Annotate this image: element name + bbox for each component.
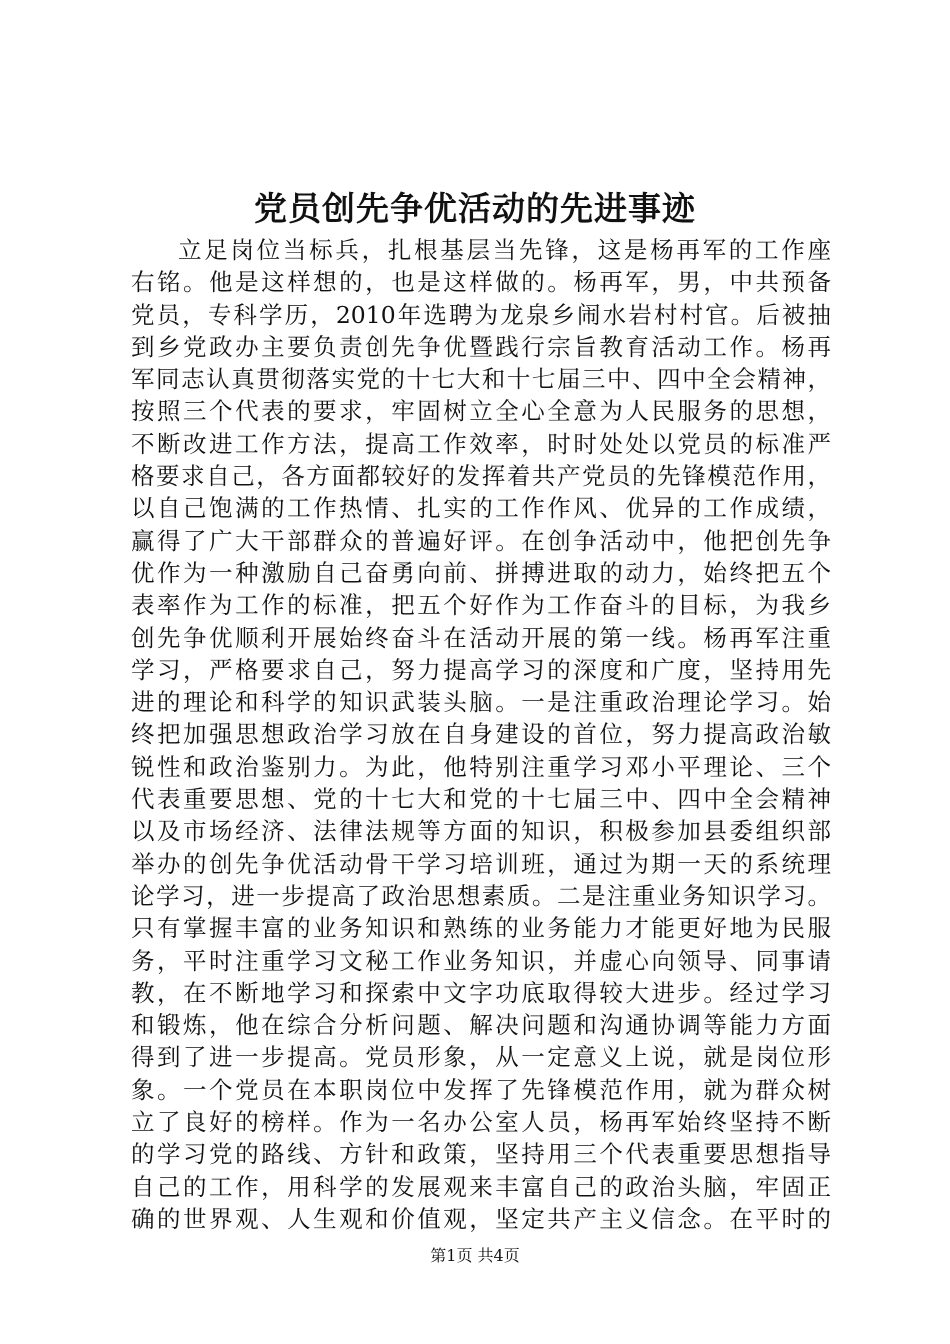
body-line: 创先争优顺利开展始终奋斗在活动开展的第一线。杨再军注重	[131, 623, 831, 652]
body-line: 举办的创先争优活动骨干学习培训班，通过为期一天的系统理	[131, 849, 831, 878]
page-footer: 第1页 共4页	[430, 1246, 520, 1265]
body-line: 自己的工作，用科学的发展观来丰富自己的政治头脑，牢固正	[131, 1172, 831, 1201]
body-line: 务，平时注重学习文秘工作业务知识，并虚心向领导、同事请	[131, 946, 831, 975]
body-line: 得到了进一步提高。党员形象，从一定意义上说，就是岗位形	[131, 1043, 831, 1072]
body-line: 代表重要思想、党的十七大和党的十七届三中、四中全会精神	[131, 785, 831, 814]
body-line: 按照三个代表的要求，牢固树立全心全意为人民服务的思想，	[131, 397, 831, 426]
body-line: 赢得了广大干部群众的普遍好评。在创争活动中，他把创先争	[131, 526, 831, 555]
body-line: 立足岗位当标兵，扎根基层当先锋，这是杨再军的工作座	[178, 236, 831, 264]
body-line: 右铭。他是这样想的，也是这样做的。杨再军，男，中共预备	[131, 268, 831, 297]
body-line: 到乡党政办主要负责创先争优暨践行宗旨教育活动工作。杨再	[131, 332, 831, 361]
body-line: 论学习，进一步提高了政治思想素质。二是注重业务知识学习。	[131, 881, 831, 910]
body-line: 确的世界观、人生观和价值观，坚定共产主义信念。在平时的	[131, 1204, 831, 1233]
body-line: 锐性和政治鉴别力。为此，他特别注重学习邓小平理论、三个	[131, 752, 831, 781]
body-line: 以及市场经济、法律法规等方面的知识，积极参加县委组织部	[131, 817, 831, 846]
body-line: 和锻炼，他在综合分析问题、解决问题和沟通协调等能力方面	[131, 1011, 831, 1040]
document-title: 党员创先争优活动的先进事迹	[254, 189, 696, 228]
body-line: 不断改进工作方法，提高工作效率，时时处处以党员的标准严	[131, 429, 831, 458]
body-line: 象。一个党员在本职岗位中发挥了先锋模范作用，就为群众树	[131, 1075, 831, 1104]
body-line: 党员，专科学历，2010年选聘为龙泉乡闹水岩村村官。后被抽	[131, 300, 831, 329]
body-line: 教，在不断地学习和探索中文字功底取得较大进步。经过学习	[131, 978, 831, 1007]
body-line: 表率作为工作的标准，把五个好作为工作奋斗的目标，为我乡	[131, 591, 831, 620]
body-line: 军同志认真贯彻落实党的十七大和十七届三中、四中全会精神，	[131, 365, 831, 394]
body-line: 优作为一种激励自己奋勇向前、拼搏进取的动力，始终把五个	[131, 558, 831, 587]
body-line: 以自己饱满的工作热情、扎实的工作作风、优异的工作成绩，	[131, 494, 831, 523]
body-line: 的学习党的路线、方针和政策，坚持用三个代表重要思想指导	[131, 1140, 831, 1169]
body-line: 立了良好的榜样。作为一名办公室人员，杨再军始终坚持不断	[131, 1108, 831, 1137]
body-line: 格要求自己，各方面都较好的发挥着共产党员的先锋模范作用，	[131, 462, 831, 491]
document-body	[131, 234, 831, 1235]
body-line: 只有掌握丰富的业务知识和熟练的业务能力才能更好地为民服	[131, 914, 831, 943]
body-line: 终把加强思想政治学习放在自身建设的首位，努力提高政治敏	[131, 720, 831, 749]
body-line: 学习，严格要求自己，努力提高学习的深度和广度，坚持用先	[131, 655, 831, 684]
body-line: 进的理论和科学的知识武装头脑。一是注重政治理论学习。始	[131, 688, 831, 717]
